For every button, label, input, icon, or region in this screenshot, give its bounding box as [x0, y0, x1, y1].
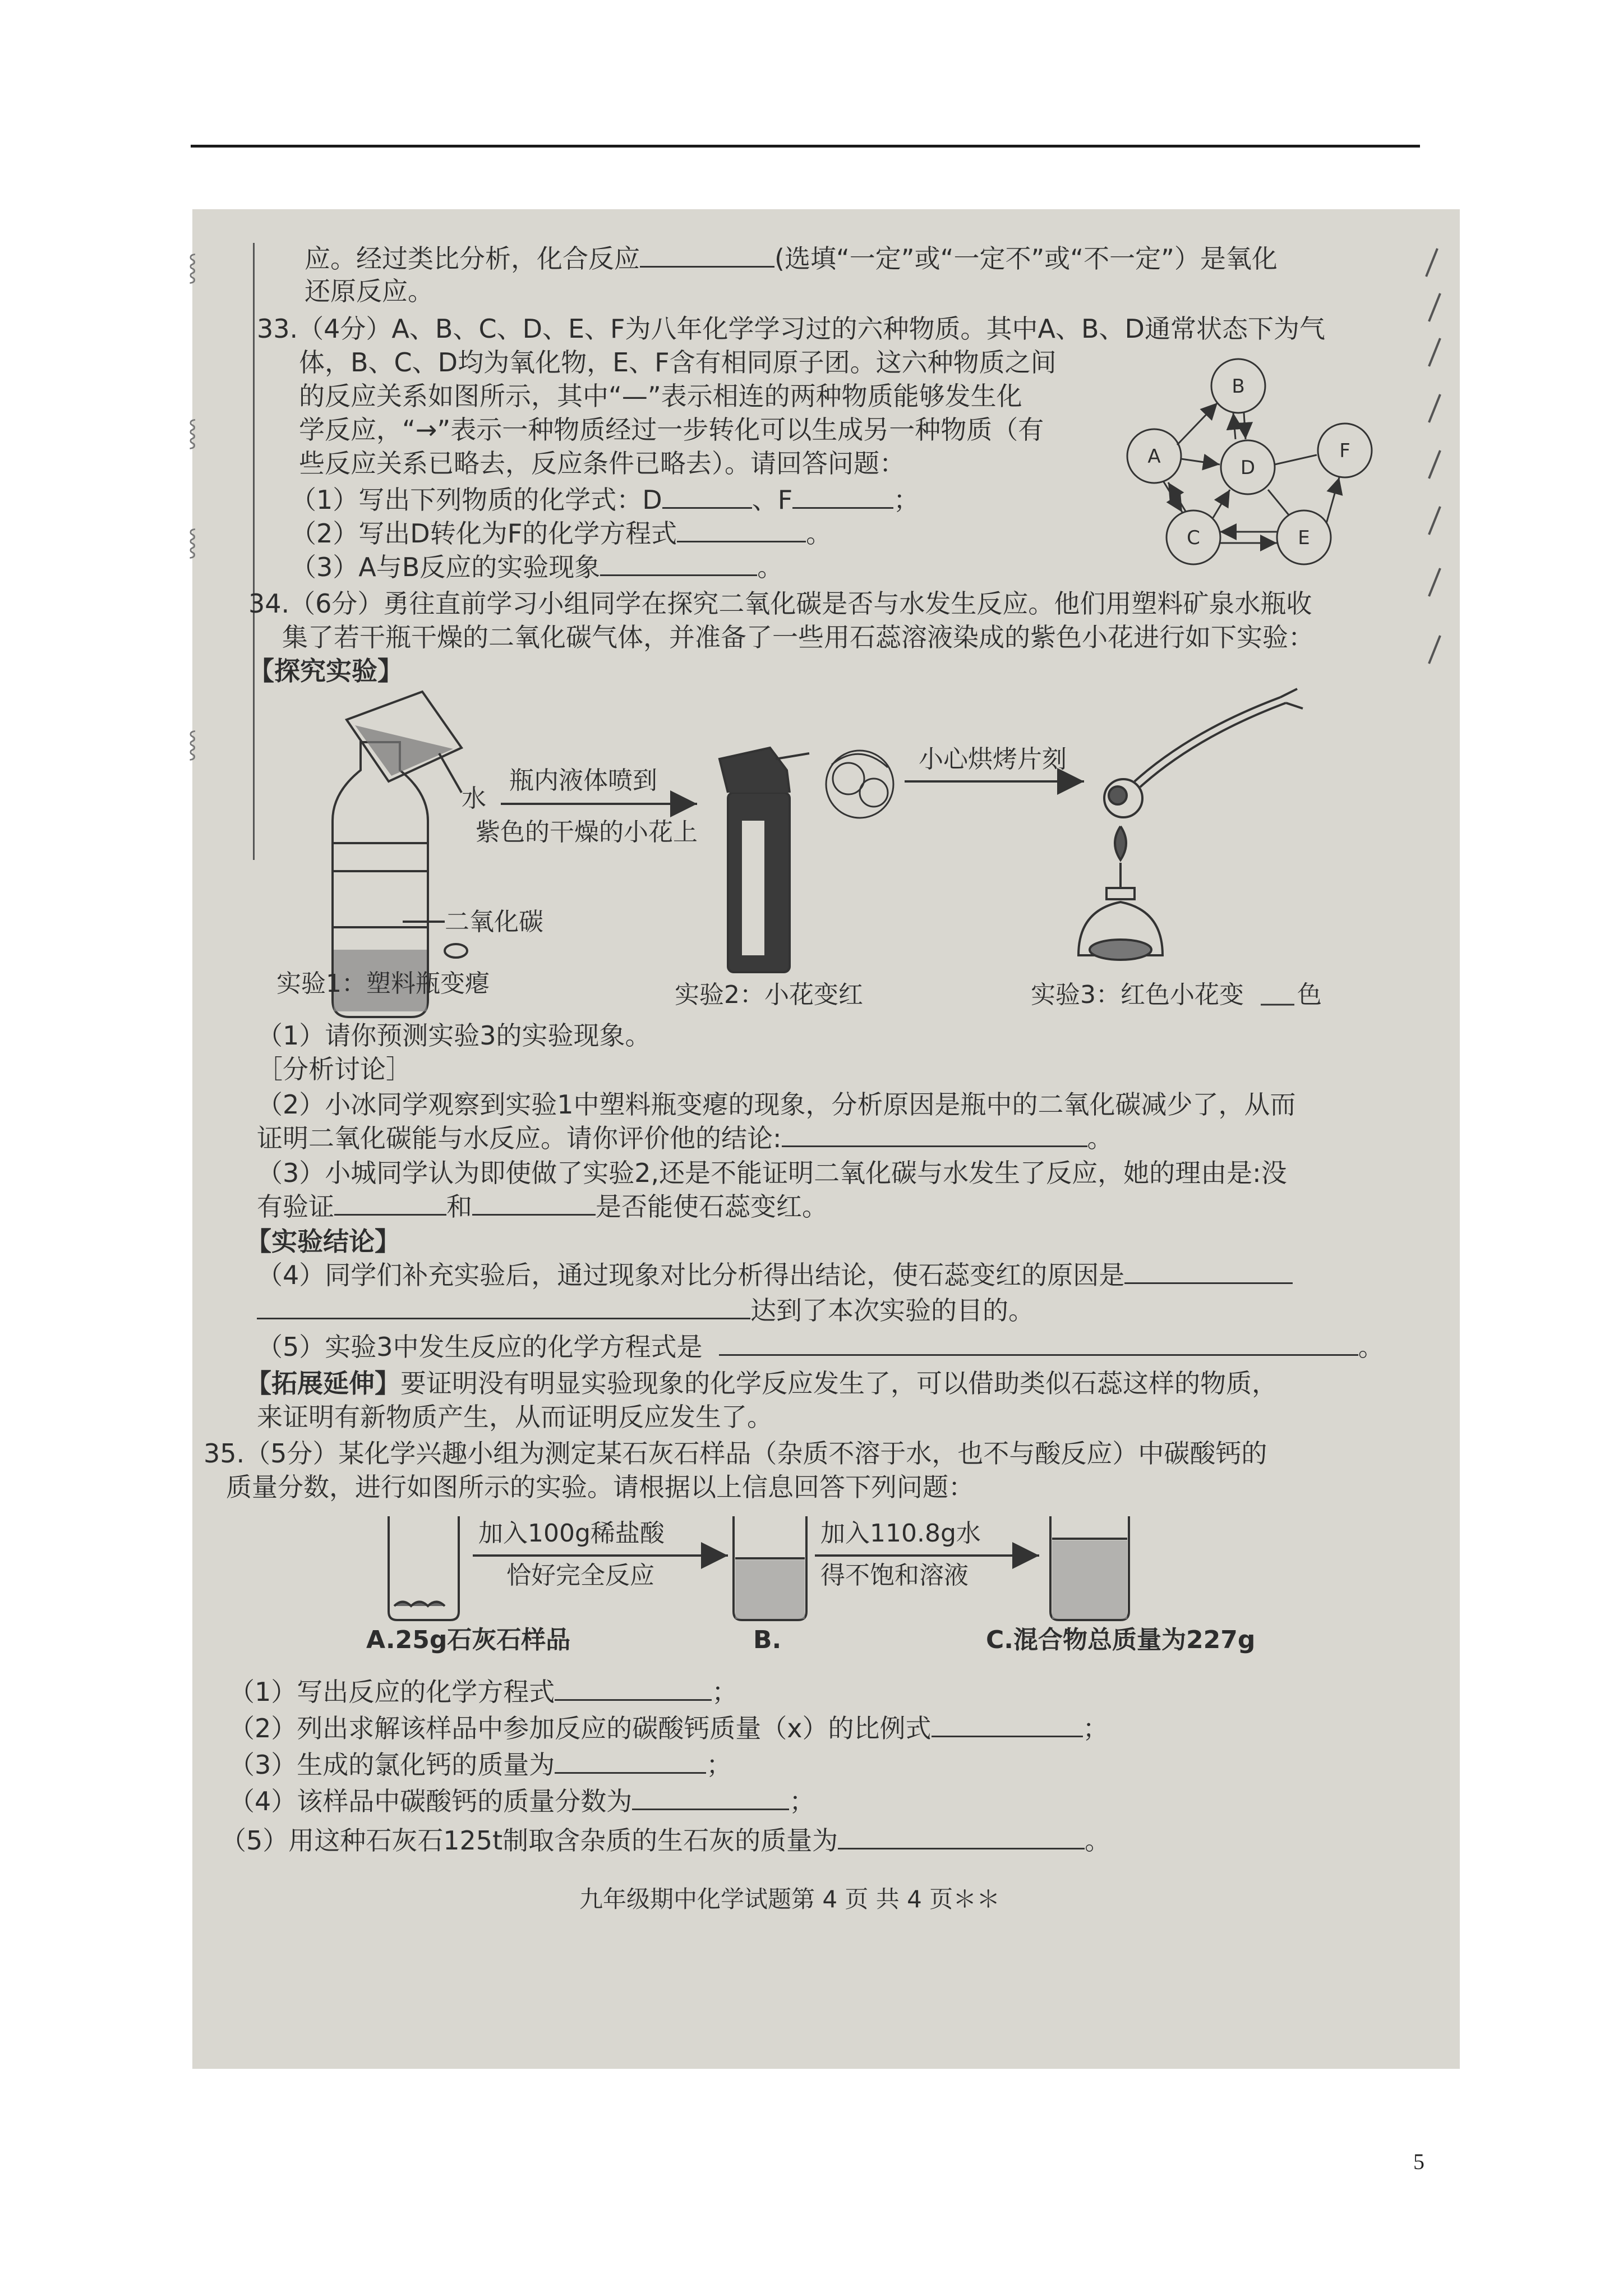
label-water: 水 — [462, 784, 486, 813]
q34-verify-blank1[interactable] — [334, 1193, 446, 1216]
q33-line4: 学反应，“→”表示一种物质经过一步转化可以生成另一种物质（有 — [299, 415, 1044, 445]
q35-ratio-blank[interactable] — [932, 1714, 1083, 1737]
q34-section-discuss: ［分析讨论］ — [257, 1054, 412, 1084]
q33-phenomenon-blank[interactable] — [600, 553, 757, 576]
q35-equation-blank[interactable] — [555, 1678, 712, 1701]
beaker-c — [1050, 1516, 1129, 1620]
limestone-experiment-figure — [299, 1499, 1308, 1657]
q35-line1: 35.（5分）某化学兴趣小组为测定某石灰石样品（杂质不溶于水，也不与酸反应）中碳酸钙的 — [204, 1438, 1267, 1469]
beaker-a — [389, 1516, 459, 1620]
binding-mark: ⸾ — [188, 417, 197, 447]
substance-relation-diagram — [1123, 349, 1381, 574]
exp1-label: 实验1：塑料瓶变瘪 — [276, 969, 490, 998]
q34-equation-blank[interactable] — [719, 1333, 1358, 1356]
q33-sub3: （3）A与B反应的实验现象 。 — [291, 552, 783, 582]
q34-sub2-line1: （2）小冰同学观察到实验1中塑料瓶变瘪的现象，分析原因是瓶中的二氧化碳减少了，从而 — [257, 1089, 1296, 1120]
q33-sub2: （2）写出D转化为F的化学方程式 。 — [291, 518, 832, 549]
q34-sub4-line1: （4）同学们补充实验后，通过现象对比分析得出结论，使石蕊变红的原因是 — [257, 1259, 1293, 1291]
q34-line1: 34.（6分）勇往直前学习小组同学在探究二氧化碳是否与水发生反应。他们用塑料矿泉水瓶收 — [248, 588, 1312, 619]
q35-arrow1-bottom: 恰好完全反应 — [506, 1561, 654, 1590]
edge-marks — [1415, 209, 1460, 714]
q35-line2: 质量分数，进行如图所示的实验。请根据以上信息回答下列问题： — [226, 1472, 974, 1502]
node-e: E — [1298, 527, 1310, 549]
co2-experiment-figure — [276, 686, 1426, 1009]
margin-line — [253, 243, 255, 860]
q35-arrow1-top: 加入100g稀盐酸 — [478, 1519, 665, 1548]
node-b: B — [1232, 375, 1245, 398]
q33-line2: 体，B、C、D均为氧化物，E、F含有相同原子团。这六种物质之间 — [299, 347, 1057, 378]
q35-sub4: （4）该样品中碳酸钙的质量分数为 ； — [229, 1786, 815, 1816]
scanned-exam-photo — [188, 209, 1460, 2069]
q33-line3: 的反应关系如图所示，其中“—”表示相连的两种物质能够发生化 — [299, 381, 1022, 411]
arrow1-top: 瓶内液体喷到 — [509, 766, 657, 795]
q35-cacl2-blank[interactable] — [555, 1751, 706, 1774]
q33-f-blank[interactable] — [792, 486, 893, 509]
q34-sub1: （1）请你预测实验3的实验现象。 — [257, 1020, 651, 1051]
q35-arrow2-top: 加入110.8g水 — [820, 1519, 981, 1548]
q34-line2: 集了若干瓶干燥的二氧化碳气体，并准备了一些用石蕊溶液染成的紫色小花进行如下实验： — [282, 622, 1314, 652]
header-rule — [191, 145, 1420, 148]
arrow2-top: 小心烘烤片刻 — [919, 745, 1067, 774]
q34-extension-line1: 【拓展延伸】要证明没有明显实验现象的化学反应发生了，可以借助类似石蕊这样的物质， — [246, 1368, 1278, 1398]
q35-quicklime-blank[interactable] — [838, 1826, 1085, 1849]
node-d: D — [1240, 457, 1256, 479]
q34-extension-line2: 来证明有新物质产生，从而证明反应发生了。 — [257, 1402, 773, 1432]
q34-sub2-line2: 证明二氧化碳能与水反应。请你评价他的结论: 。 — [257, 1123, 1113, 1153]
q33-sub1: （1）写出下列物质的化学式：D 、F ； — [291, 485, 920, 515]
q35-label-a: A.25g石灰石样品 — [366, 1626, 571, 1654]
page-number: 5 — [1413, 2149, 1424, 2174]
q34-reason-blank2[interactable] — [257, 1296, 750, 1319]
exp3-label-a: 实验3：红色小花变 — [1031, 981, 1244, 1009]
q35-fraction-blank[interactable] — [632, 1787, 789, 1810]
q34-verify-blank2[interactable] — [472, 1193, 596, 1216]
node-a: A — [1147, 445, 1161, 468]
q34-sub4-line2: 达到了本次实验的目的。 — [257, 1295, 1034, 1326]
node-f: F — [1339, 440, 1350, 462]
q35-arrow2-bottom: 得不饱和溶液 — [820, 1561, 969, 1590]
arrow1-bottom: 紫色的干燥的小花上 — [476, 818, 698, 846]
q33-line5: 些反应关系已略去，反应条件已略去）。请回答问题： — [299, 448, 905, 478]
node-c: C — [1187, 527, 1200, 549]
q33-d-blank[interactable] — [662, 486, 752, 509]
q35-sub3: （3）生成的氯化钙的质量为 ； — [229, 1750, 732, 1780]
q34-sub5: （5）实验3中发生反应的化学方程式是 。 — [257, 1332, 1384, 1362]
q34-reason-blank1[interactable] — [1124, 1261, 1293, 1284]
binding-mark: ⸾ — [188, 251, 197, 282]
q34-sub3-line2: 有验证 和 是否能使石蕊变红。 — [257, 1191, 828, 1222]
binding-mark: ⸾ — [188, 728, 197, 758]
q34-sub3-line1: （3）小城同学认为即使做了实验2,还是不能证明二氧化碳与水发生了反应，她的理由是:没 — [257, 1158, 1287, 1188]
q32-line2: 还原反应。 — [305, 276, 434, 306]
q35-label-c: C.混合物总质量为227g — [986, 1626, 1256, 1654]
q35-sub2: （2）列出求解该样品中参加反应的碳酸钙质量（x）的比例式 ； — [229, 1713, 1109, 1743]
exam-footer: 九年级期中化学试题第 4 页 共 4 页＊＊ — [579, 1885, 1000, 1913]
q34-evaluation-blank[interactable] — [782, 1124, 1087, 1147]
q33-line1: 33.（4分）A、B、C、D、E、F为八年化学学习过的六种物质。其中A、B、D通常状态下为气 — [257, 314, 1325, 344]
q33-equation-blank[interactable] — [677, 519, 806, 542]
beaker-b — [734, 1516, 806, 1620]
q32-blank[interactable] — [640, 245, 774, 268]
label-co2: 二氧化碳 — [445, 908, 543, 936]
purple-flower — [826, 751, 893, 818]
spray-bottle — [720, 748, 809, 972]
exp3-label-b: 色 — [1297, 981, 1322, 1009]
tongs-and-lamp — [1078, 689, 1303, 960]
q35-sub1: （1）写出反应的化学方程式 ； — [229, 1677, 738, 1707]
q35-label-b: B. — [753, 1626, 782, 1654]
q35-sub5: （5）用这种石灰石125t制取含杂质的生石灰的质量为 。 — [220, 1825, 1111, 1856]
exp2-label: 实验2：小花变红 — [675, 981, 863, 1009]
q34-section-conclusion: 【实验结论】 — [246, 1226, 400, 1257]
q32-line1: 应。经过类比分析，化合反应 (选填“一定”或“一定不”或“不一定”）是氧化 — [305, 243, 1278, 274]
binding-mark: ⸾ — [188, 526, 197, 556]
q34-section-explore: 【探究实验】 — [248, 656, 403, 686]
